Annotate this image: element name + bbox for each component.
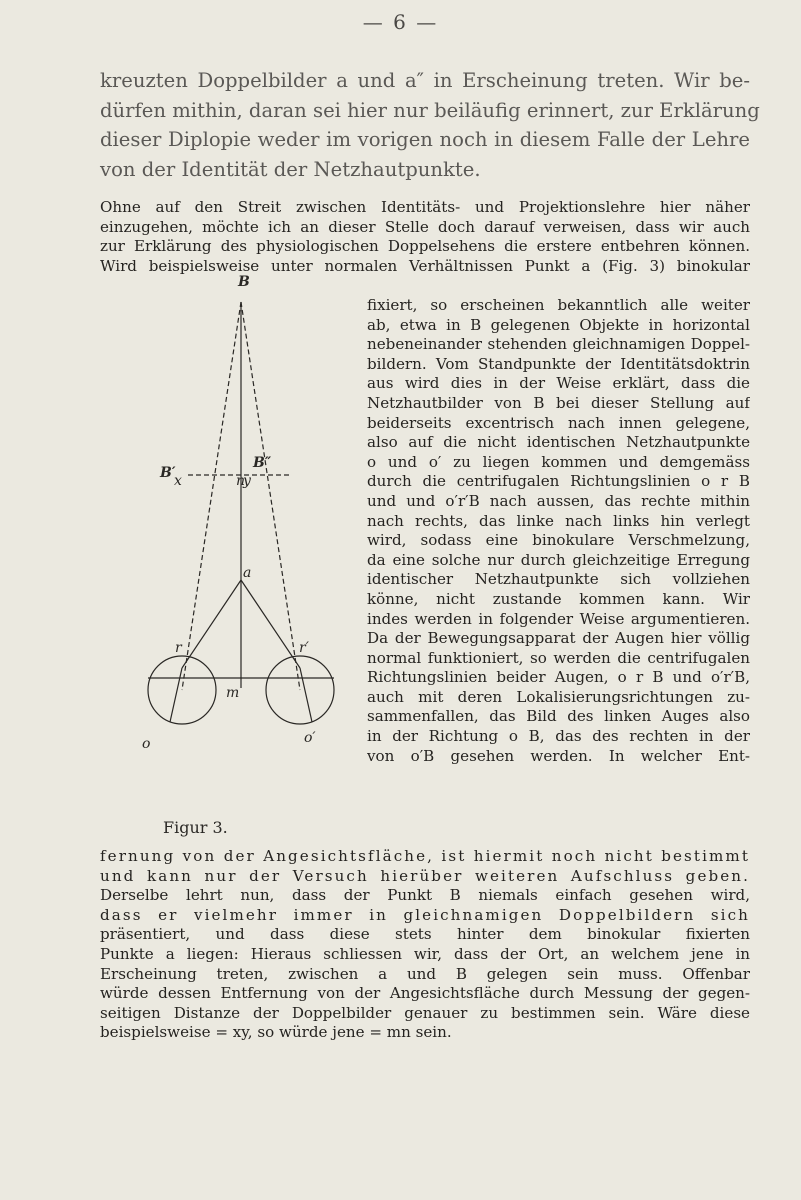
label-B-prime: B′ bbox=[160, 465, 176, 481]
text-line: und und o′r′B nach aussen, das rechte mithin bbox=[367, 491, 750, 510]
text-line: dieser Diplopie weder im vorigen noch in diesem Falle der Lehre bbox=[100, 128, 750, 151]
text-line: Netzhautbilder von B bei dieser Stellung auf bbox=[367, 393, 750, 412]
text-line: wird, sodass eine binokulare Verschmelzung, bbox=[367, 531, 750, 550]
text-line: fernung von der Angesichtsfläche, ist hiermit noch nicht bestimmt bbox=[100, 847, 750, 865]
paragraph-wrapped-text bbox=[367, 296, 750, 766]
text-line: sammenfallen, das Bild des linken Auges also bbox=[367, 707, 750, 726]
text-line: und kann nur der Versuch hierüber weiteren Aufschluss geben. bbox=[100, 866, 750, 885]
text-line: identischer Netzhautpunkte sich vollziehen bbox=[367, 570, 750, 589]
label-a: a bbox=[243, 565, 252, 581]
text-line: Punkte a liegen: Hieraus schliessen wir, dass der Ort, an welchem jene in bbox=[100, 944, 750, 963]
visual-line-right bbox=[241, 580, 300, 668]
text-line: auch mit deren Lokalisierungsrichtungen zu- bbox=[367, 687, 750, 706]
text-line: indes werden in folgender Weise argumentieren. bbox=[367, 609, 750, 628]
right-eye bbox=[266, 656, 334, 724]
text-line: präsentiert, und dass diese stets hinter dem binokular fixierten bbox=[100, 925, 750, 944]
text-line: fixiert, so erscheinen bekanntlich alle weiter bbox=[367, 296, 750, 314]
page-number: — 6 — bbox=[362, 10, 439, 34]
text-line: in der Richtung o B, das des rechten in der bbox=[367, 727, 750, 746]
text-line: Wird beispielsweise unter normalen Verhältnissen Punkt a (Fig. 3) binokular bbox=[100, 256, 750, 275]
text-line: beispielsweise = xy, so würde jene = mn sein. bbox=[100, 1023, 452, 1042]
text-line: könne, nicht zustande kommen kann. Wir bbox=[367, 589, 750, 608]
visual-line-left bbox=[182, 580, 241, 668]
text-line: Erscheinung treten, zwischen a und B gelegen sein muss. Offenbar bbox=[100, 964, 750, 983]
left-eye bbox=[148, 656, 216, 724]
text-line: einzugehen, möchte ich an dieser Stelle doch darauf verweisen, dass wir auch bbox=[100, 217, 750, 236]
label-r: r bbox=[175, 640, 182, 656]
label-B-double-prime: B″ bbox=[253, 455, 272, 471]
direction-line-right bbox=[241, 302, 300, 690]
label-o-prime: o′ bbox=[304, 730, 316, 746]
text-line: durch die centrifugalen Richtungslinien o r B bbox=[367, 472, 750, 491]
label-n: n bbox=[236, 473, 246, 489]
text-line: Ohne auf den Streit zwischen Identitäts- und Projektionslehre hier näher bbox=[100, 198, 750, 216]
text-line: Richtungslinien beider Augen, o r B und o′r′B, bbox=[367, 668, 750, 687]
label-r-prime: r′ bbox=[299, 640, 309, 656]
text-line: würde dessen Entfernung von der Angesichtsfläche durch Messung der gegen- bbox=[100, 984, 750, 1003]
paragraph-intro bbox=[100, 66, 760, 184]
text-line: kreuzten Doppelbilder a und a″ in Erscheinung treten. Wir be- bbox=[100, 69, 750, 92]
text-line: zur Erklärung des physiologischen Doppelsehens die erstere entbehren können. bbox=[100, 237, 750, 256]
label-o: o bbox=[142, 736, 151, 752]
text-line: bildern. Vom Standpunkte der Identitätsdoktrin bbox=[367, 354, 750, 373]
text-line: normal funktioniert, so werden die centrifugalen bbox=[367, 648, 750, 667]
direction-line-left bbox=[182, 302, 241, 690]
text-line: Derselbe lehrt nun, dass der Punkt B niemals einfach gesehen wird, bbox=[100, 886, 750, 905]
paragraph-small-top bbox=[100, 198, 750, 276]
text-line: beiderseits excentrisch nach innen gelegene, bbox=[367, 413, 750, 432]
text-line: nebeneinander stehenden gleichnamigen Doppel- bbox=[367, 335, 750, 354]
figure-caption: Figur 3. bbox=[163, 818, 228, 837]
paragraph-conclusion bbox=[100, 847, 750, 1043]
ray-right bbox=[300, 668, 312, 722]
text-line: von o′B gesehen werden. In welcher Ent- bbox=[367, 746, 750, 765]
label-m: m bbox=[226, 685, 240, 701]
binocular-diagram bbox=[130, 290, 365, 835]
label-y: y bbox=[243, 473, 251, 489]
text-line: nach rechts, das linke nach links hin verlegt bbox=[367, 511, 750, 530]
text-line: dass er vielmehr immer in gleichnamigen Doppelbildern sich bbox=[100, 905, 750, 924]
figure-3-diagram bbox=[130, 274, 365, 835]
label-x: x bbox=[174, 473, 182, 489]
text-line: ab, etwa in B gelegenen Objekte in horizontal bbox=[367, 315, 750, 334]
text-line: da eine solche nur durch gleichzeitige Erregung bbox=[367, 550, 750, 569]
label-B: B bbox=[238, 274, 250, 290]
text-line: o und o′ zu liegen kommen und demgemäss bbox=[367, 452, 750, 471]
text-line: also auf die nicht identischen Netzhautpunkte bbox=[367, 433, 750, 452]
text-line: dürfen mithin, daran sei hier nur beiläufig erinnert, zur Erklärung bbox=[100, 98, 760, 122]
text-line: seitigen Distanze der Doppelbilder genauer zu bestimmen sein. Wäre diese bbox=[100, 1003, 750, 1022]
text-line: Da der Bewegungsapparat der Augen hier völlig bbox=[367, 629, 750, 648]
text-line: aus wird dies in der Weise erklärt, dass die bbox=[367, 374, 750, 393]
ray-left bbox=[170, 668, 182, 722]
text-line: von der Identität der Netzhautpunkte. bbox=[100, 157, 481, 181]
